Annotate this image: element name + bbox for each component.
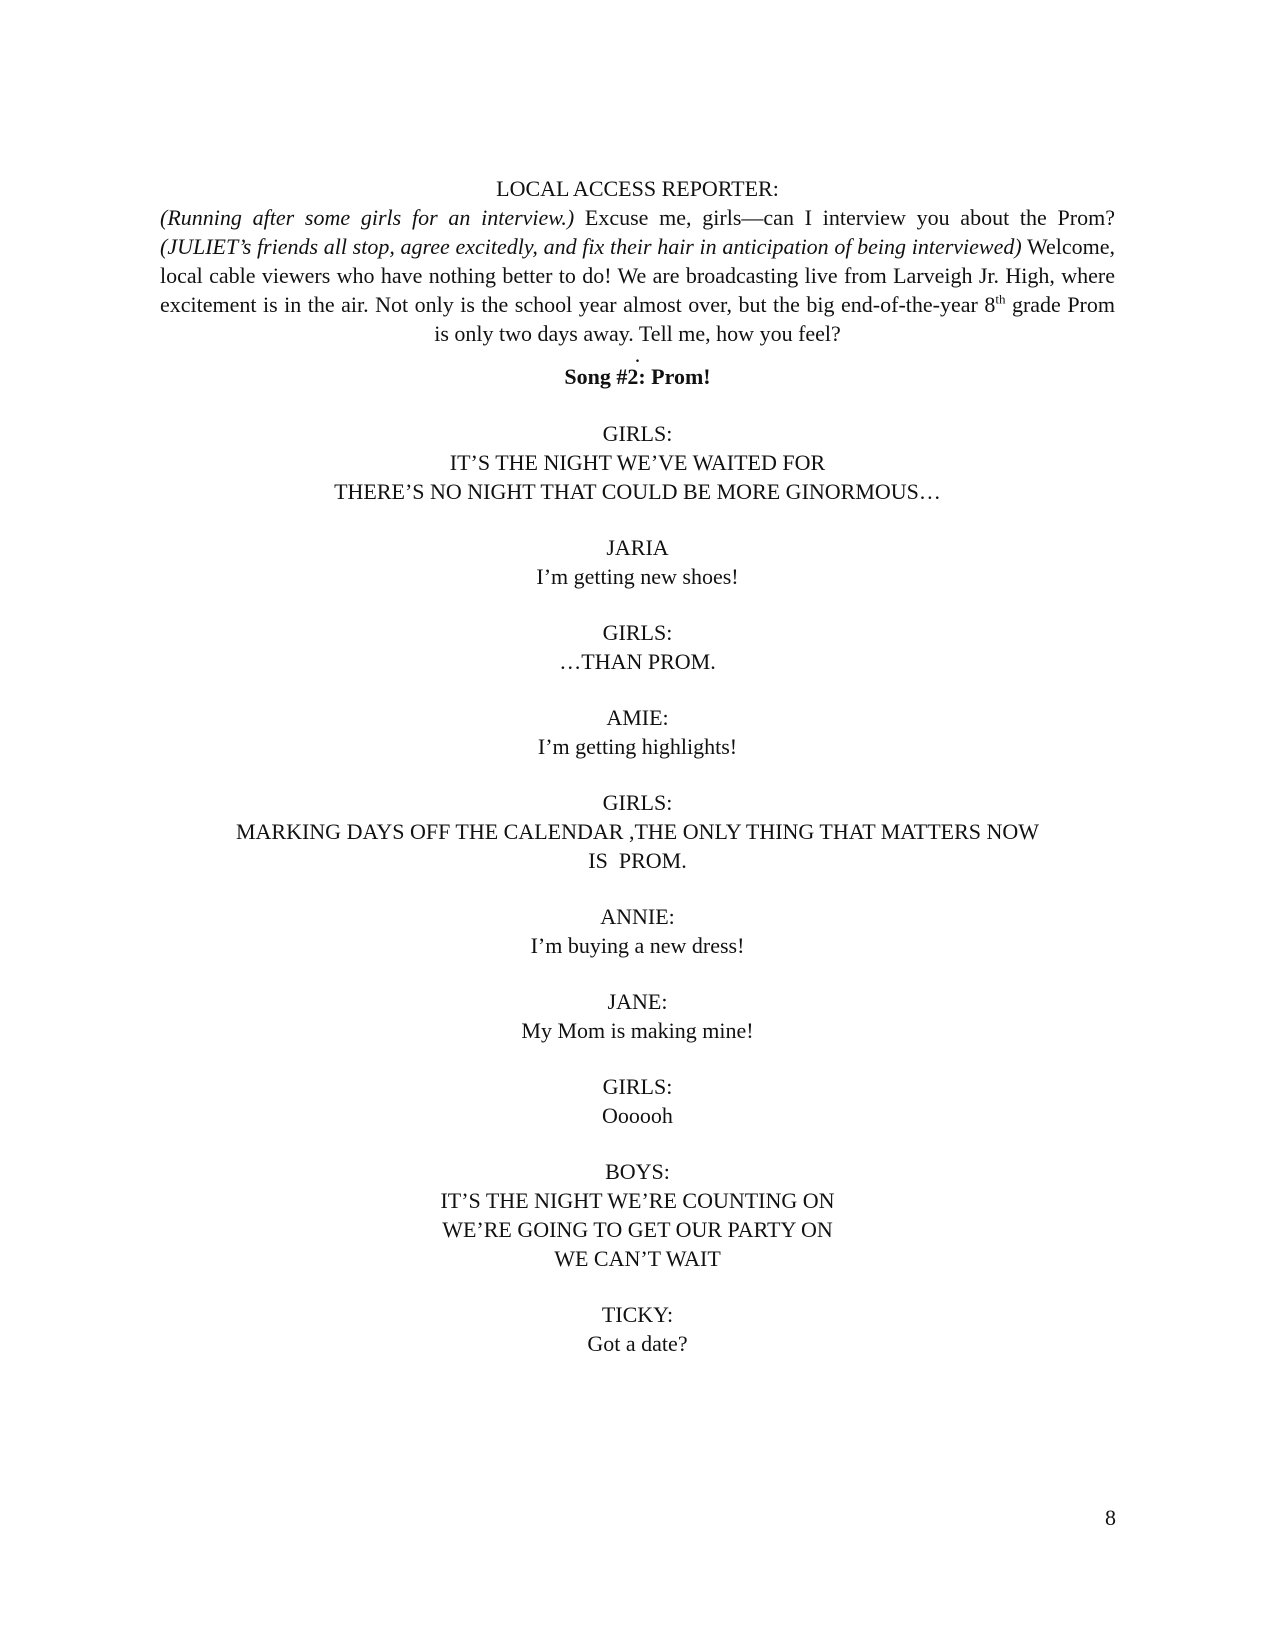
lyric-block xyxy=(160,902,1115,960)
lyric-block xyxy=(160,1300,1115,1358)
lyric-line: THERE’S NO NIGHT THAT COULD BE MORE GINORMOUS… xyxy=(334,479,941,504)
speaker-name: GIRLS: xyxy=(602,620,673,645)
lyric-line: Got a date? xyxy=(587,1331,688,1356)
page-number: 8 xyxy=(1105,1505,1116,1530)
script-content xyxy=(160,174,1115,1358)
song-title: Song #2: Prom! xyxy=(564,364,711,389)
speaker-name: BOYS: xyxy=(605,1159,670,1184)
lyric-line: I’m getting new shoes! xyxy=(536,564,739,589)
lyric-block xyxy=(160,533,1115,591)
stray-dot: . xyxy=(634,342,641,367)
lyric-block xyxy=(160,703,1115,761)
speaker-name: TICKY: xyxy=(601,1302,674,1327)
lyric-block xyxy=(160,1072,1115,1130)
lyric-line: I’m buying a new dress! xyxy=(530,933,745,958)
speaker-name: GIRLS: xyxy=(602,790,673,815)
lyric-line: WE’RE GOING TO GET OUR PARTY ON xyxy=(442,1217,833,1242)
stage-direction: (Running after some girls for an interview.) xyxy=(160,205,575,230)
speaker-name: GIRLS: xyxy=(602,421,673,446)
dialogue-text: Excuse me, girls—can I interview you about the Prom? xyxy=(574,205,1115,230)
speaker-name: JANE: xyxy=(607,989,668,1014)
lyric-line: …THAN PROM. xyxy=(559,649,716,674)
speaker-name: GIRLS: xyxy=(602,1074,673,1099)
lyric-line: I’m getting highlights! xyxy=(537,734,738,759)
speaker-name: JARIA xyxy=(606,535,669,560)
speaker-name: AMIE: xyxy=(606,705,669,730)
lyric-block xyxy=(160,618,1115,676)
lyric-line: WE CAN’T WAIT xyxy=(554,1246,721,1271)
lyric-line: IS PROM. xyxy=(588,848,687,873)
ordinal-suffix: th xyxy=(995,291,1006,307)
lyric-line: My Mom is making mine! xyxy=(521,1018,754,1043)
dialogue-text: grade Prom is only two days away. Tell me, how you feel? xyxy=(434,292,1115,346)
lyric-block xyxy=(160,987,1115,1045)
lyric-block xyxy=(160,788,1115,875)
lyric-block xyxy=(160,1157,1115,1273)
lyric-block xyxy=(160,419,1115,506)
lyric-line: MARKING DAYS OFF THE CALENDAR ,THE ONLY THING THAT MATTERS NOW xyxy=(235,819,1040,844)
reporter-dialogue xyxy=(160,203,1115,348)
lyric-line: IT’S THE NIGHT WE’VE WAITED FOR xyxy=(449,450,826,475)
speaker-local-access-reporter: LOCAL ACCESS REPORTER: xyxy=(496,176,779,201)
stage-direction: (JULIET’s friends all stop, agree excitedly, and fix their hair in anticipation of being interviewed) xyxy=(160,234,1022,259)
lyric-line: Oooooh xyxy=(602,1103,673,1128)
lyric-line: IT’S THE NIGHT WE’RE COUNTING ON xyxy=(440,1188,835,1213)
dialogue-text: Welcome, local cable viewers who have nothing better to do! We are broadcasting live from Larveigh Jr. High, where excitement is in the air. Not only is the school year almost over, but the big end-of-the-year 8 xyxy=(160,234,1115,317)
speaker-name: ANNIE: xyxy=(600,904,675,929)
